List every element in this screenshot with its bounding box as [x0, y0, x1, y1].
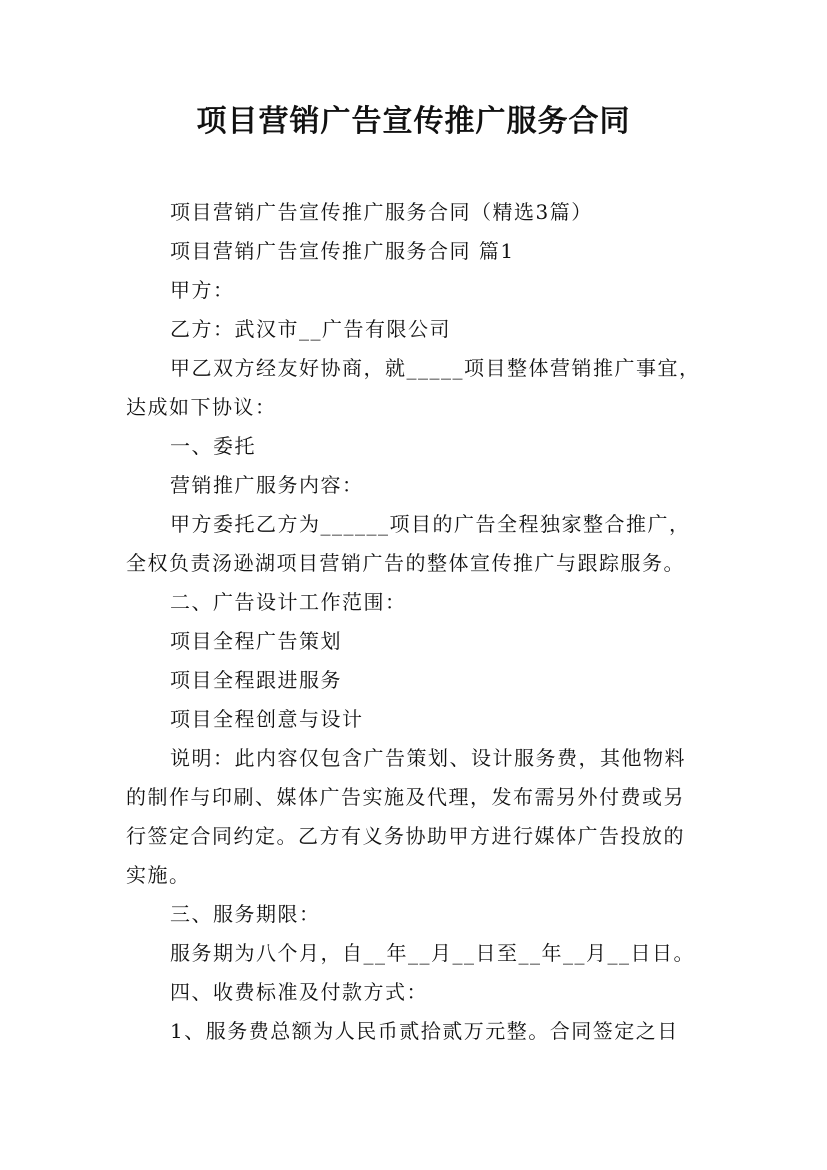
party-b-line: 乙方：武汉市__广告有限公司: [170, 317, 451, 341]
document-title: 项目营销广告宣传推广服务合同: [196, 104, 631, 139]
clause-heading-line: 三、服务期限：: [170, 902, 321, 926]
paragraph-line: 甲方委托乙方为______项目的广告全程独家整合推广，: [170, 512, 691, 536]
subtitle-line: 项目营销广告宣传推广服务合同（精选3篇）: [170, 200, 593, 224]
paragraph-line: 达成如下协议：: [126, 395, 277, 419]
list-item-line: 项目全程跟进服务: [170, 668, 342, 692]
list-item-line: 项目全程广告策划: [170, 629, 342, 653]
clause-heading-line: 一、委托: [170, 434, 256, 458]
party-a-line: 甲方：: [170, 278, 235, 302]
section-heading-line: 项目营销广告宣传推广服务合同 篇1: [170, 239, 515, 263]
list-item-line: 项目全程创意与设计: [170, 707, 364, 731]
paragraph-line: 实施。: [126, 863, 191, 887]
paragraph-line: 全权负责汤逊湖项目营销广告的整体宣传推广与跟踪服务。: [126, 551, 685, 575]
paragraph-line: 营销推广服务内容：: [170, 473, 364, 497]
paragraph-line: 服务期为八个月，自__年__月__日至__年__月__日日。: [170, 941, 695, 965]
paragraph-line: 的制作与印刷、媒体广告实施及代理，发布需另外付费或另: [126, 785, 685, 809]
clause-heading-line: 四、收费标准及付款方式：: [170, 980, 428, 1004]
clause-heading-line: 二、广告设计工作范围：: [170, 590, 407, 614]
paragraph-line: 甲乙双方经友好协商，就_____项目整体营销推广事宜，: [170, 356, 701, 380]
paragraph-line: 1、服务费总额为人民币贰拾贰万元整。合同签定之日: [170, 1019, 679, 1043]
paragraph-line: 说明：此内容仅包含广告策划、设计服务费，其他物料: [170, 746, 686, 770]
paragraph-line: 行签定合同约定。乙方有义务协助甲方进行媒体广告投放的: [126, 824, 685, 848]
